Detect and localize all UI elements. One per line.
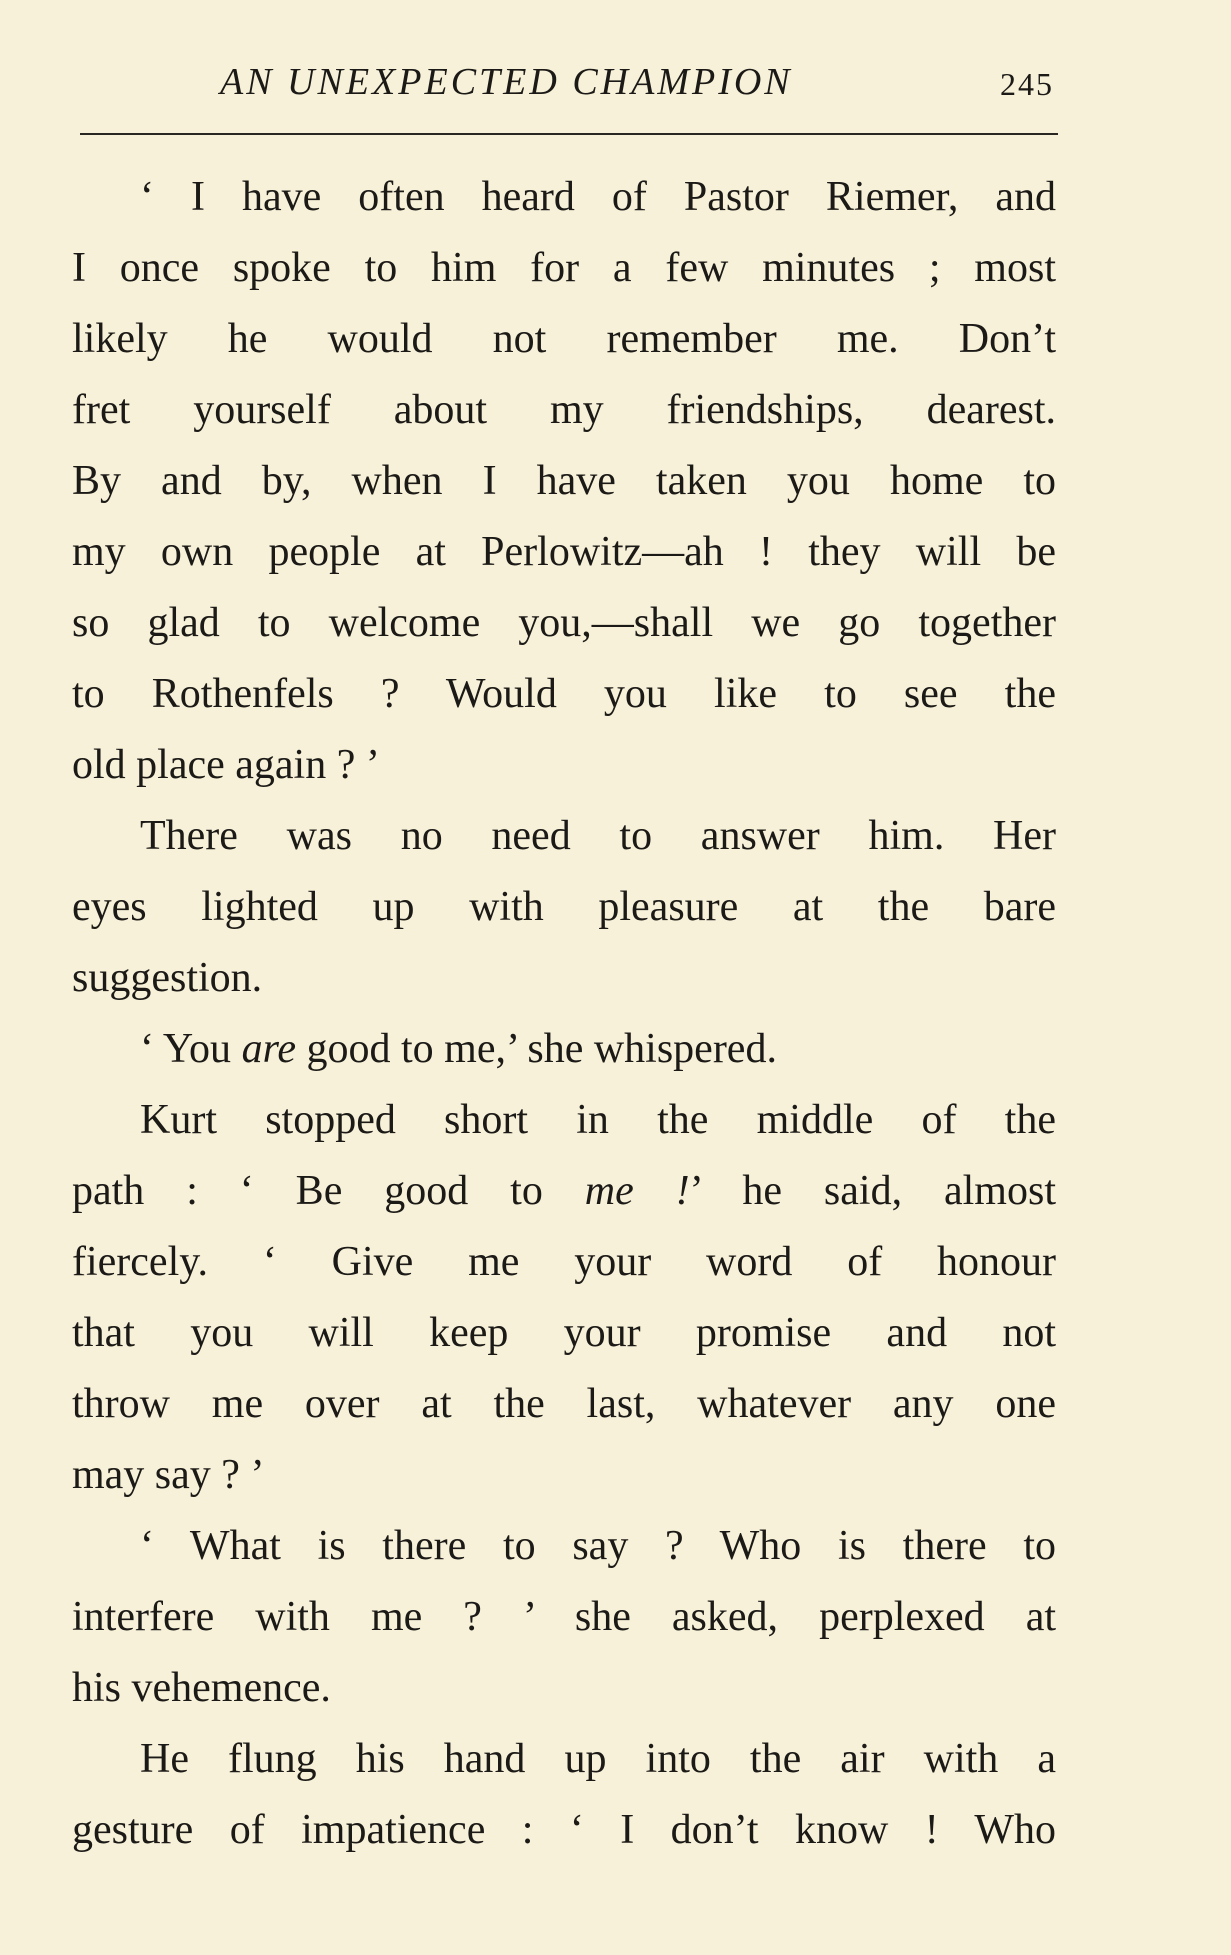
text-line: his vehemence. bbox=[72, 1665, 331, 1711]
text-line: eyes lighted up with pleasure at the bare bbox=[72, 884, 1056, 930]
text-line: likely he would not remember me. Don’t bbox=[72, 316, 1056, 362]
text-line: ‘ You are good to me,’ she whispered. bbox=[140, 1026, 777, 1072]
text-line: suggestion. bbox=[72, 955, 263, 1001]
text-line: ‘ What is there to say ? Who is there to bbox=[140, 1523, 1056, 1569]
emphasis-text: are bbox=[241, 1026, 296, 1072]
text-line: ‘ I have often heard of Pastor Riemer, and bbox=[140, 174, 1056, 220]
text-line: old place again ? ’ bbox=[72, 742, 380, 788]
text-line: By and by, when I have taken you home to bbox=[72, 458, 1056, 504]
page-header bbox=[80, 60, 1058, 106]
text-line: fret yourself about my friendships, dearest. bbox=[72, 387, 1056, 433]
text-line: fiercely. ‘ Give me your word of honour bbox=[72, 1239, 1056, 1285]
text-line: path : ‘ Be good to me !’ he said, almost bbox=[72, 1168, 1056, 1214]
text-line: may say ? ’ bbox=[72, 1452, 265, 1498]
emphasis-text: me ! bbox=[584, 1168, 690, 1214]
text-line: my own people at Perlowitz—ah ! they will be bbox=[72, 529, 1056, 575]
page-number: 245 bbox=[1000, 66, 1054, 102]
text-line: interfere with me ? ’ she asked, perplexed at bbox=[72, 1594, 1056, 1640]
text-line: I once spoke to him for a few minutes ; most bbox=[72, 245, 1056, 291]
text-line: Kurt stopped short in the middle of the bbox=[140, 1097, 1056, 1143]
text-line: to Rothenfels ? Would you like to see the bbox=[72, 671, 1056, 717]
text-line: throw me over at the last, whatever any one bbox=[72, 1381, 1056, 1427]
body-text bbox=[72, 162, 1056, 1866]
text-line: gesture of impatience : ‘ I don’t know ! Who bbox=[72, 1807, 1056, 1853]
text-line: He flung his hand up into the air with a bbox=[140, 1736, 1056, 1782]
text-line: so glad to welcome you,—shall we go together bbox=[72, 600, 1056, 646]
text-line: There was no need to answer him. Her bbox=[140, 813, 1056, 859]
text-line: that you will keep your promise and not bbox=[72, 1310, 1056, 1356]
header-rule bbox=[80, 133, 1058, 135]
running-title: AN UNEXPECTED CHAMPION bbox=[220, 61, 793, 103]
